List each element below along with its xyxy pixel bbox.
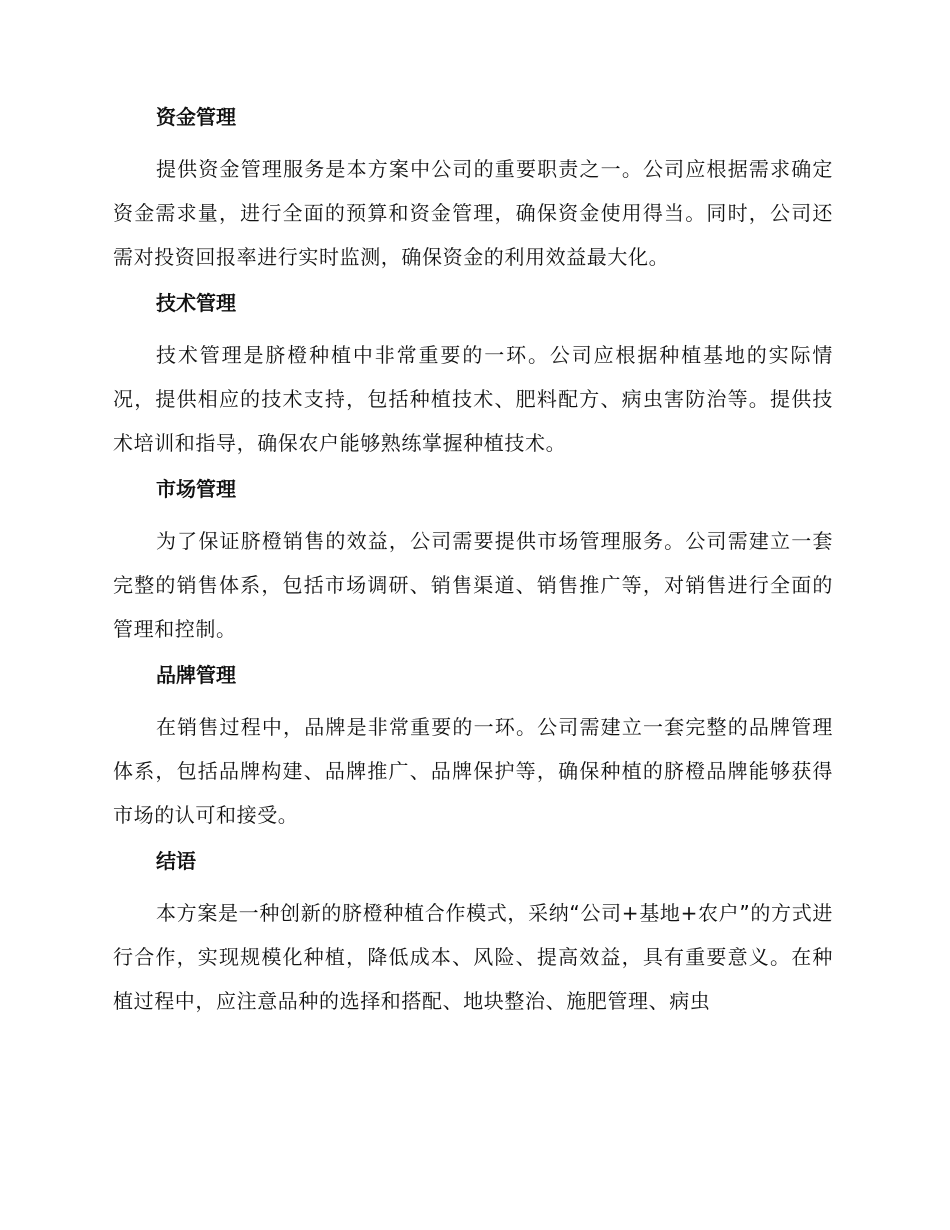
section-heading: 资金管理 [156, 105, 236, 129]
section-brand [113, 663, 833, 837]
section-funds [113, 105, 833, 279]
section-technology [113, 291, 833, 465]
section-paragraph: 为了保证脐橙销售的效益，公司需要提供市场管理服务。公司需建立一套完整的销售体系，包括市场调研、销售渠道、销售推广等，对销售进行全面的管理和控制。 [113, 529, 833, 641]
section-heading: 结语 [156, 849, 196, 873]
document-page [113, 105, 833, 1035]
section-paragraph: 提供资金管理服务是本方案中公司的重要职责之一。公司应根据需求确定资金需求量，进行全面的预算和资金管理，确保资金使用得当。同时，公司还需对投资回报率进行实时监测，确保资金的利用效益最大化。 [113, 157, 833, 269]
section-paragraph: 本方案是一种创新的脐橙种植合作模式，采纳“公司+基地+农户”的方式进行合作，实现规模化种植，降低成本、风险、提高效益，具有重要意义。在种植过程中，应注意品种的选择和搭配、地块整治、施肥管理、病虫 [113, 901, 833, 1013]
section-conclusion [113, 849, 833, 1023]
section-heading: 品牌管理 [156, 663, 236, 687]
section-paragraph: 技术管理是脐橙种植中非常重要的一环。公司应根据种植基地的实际情况，提供相应的技术支持，包括种植技术、肥料配方、病虫害防治等。提供技术培训和指导，确保农户能够熟练掌握种植技术。 [113, 343, 833, 455]
section-market [113, 477, 833, 651]
section-heading: 市场管理 [156, 477, 236, 501]
section-heading: 技术管理 [156, 291, 236, 315]
section-paragraph: 在销售过程中，品牌是非常重要的一环。公司需建立一套完整的品牌管理体系，包括品牌构建、品牌推广、品牌保护等，确保种植的脐橙品牌能够获得市场的认可和接受。 [113, 715, 833, 827]
